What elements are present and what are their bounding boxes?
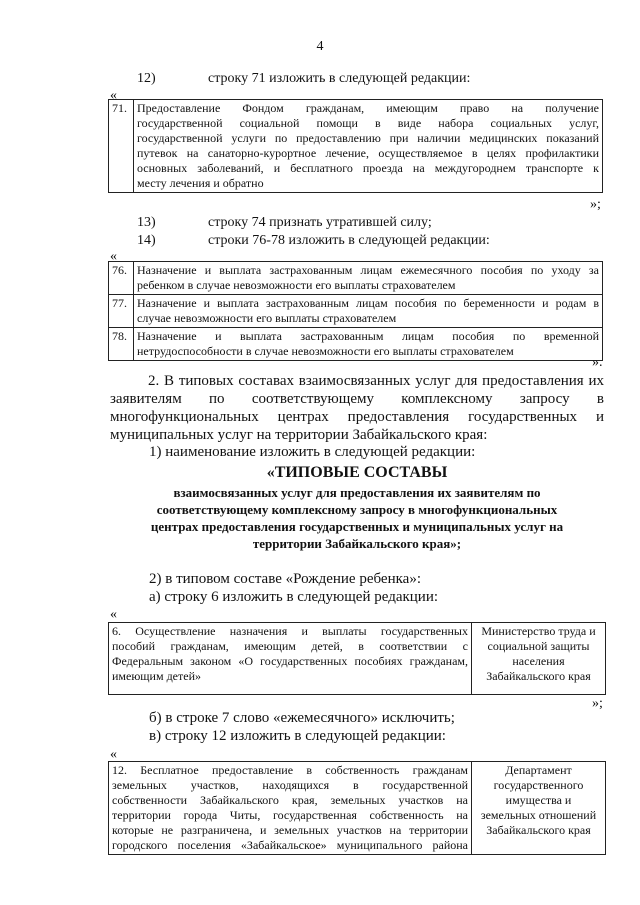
heading-line: соответствующему комплексному запросу в многофункциональных	[156, 502, 558, 517]
row-71-line: основных заболеваний, и бесплатного проезда на междугороднем транспорте к	[137, 161, 599, 175]
open-quote-76: «	[110, 249, 117, 264]
row-line: ребенком в случае невозможности его выплаты страхователем	[137, 278, 456, 292]
row-line: Назначение и выплата застрахованным лицам пособия по временной	[137, 329, 599, 343]
row-71-line: государственной услуги по предоставлению при наличии медицинских показаний	[137, 131, 599, 145]
authority-line: государственного	[493, 778, 584, 792]
row-number: 77.	[109, 295, 134, 328]
row-number: 76.	[109, 262, 134, 295]
table-rows-76-78	[108, 261, 603, 361]
heading-title: «ТИПОВЫЕ СОСТАВЫ	[266, 464, 448, 481]
row-line: нетрудоспособности в случае невозможности его выплаты страхователем	[137, 344, 514, 358]
sub-item-2b: б) в строке 7 слово «ежемесячного» исключить;	[149, 710, 455, 726]
row-line: случае невозможности его выплаты страхователем	[137, 311, 397, 325]
row-6-line: Федеральным законом «О государственных пособиях гражданам,	[112, 654, 468, 668]
table-row-12	[108, 761, 606, 855]
heading-line: центрах предоставления государственных и муниципальных услуг на	[150, 519, 564, 534]
row-12-service	[109, 762, 472, 855]
row-6-line: имеющим детей»	[112, 669, 201, 683]
row-12-line: городского поселения «Забайкальское» муниципального района	[112, 838, 468, 852]
row-71-line: Предоставление Фондом гражданам, имеющим право на получение	[137, 101, 599, 115]
close-quote-78: ».	[592, 355, 603, 370]
row-6-line: 6. Осуществление назначения и выплаты государственных	[112, 624, 468, 638]
open-quote-12: «	[110, 747, 117, 762]
row-6-line: пособий гражданам, имеющим детей, в соответствии с	[112, 639, 468, 653]
heading-line: взаимосвязанных услуг для предоставления их заявителям по	[173, 485, 541, 500]
open-quote-6: «	[110, 607, 117, 622]
close-quote-6: »;	[592, 696, 603, 711]
row-71-text	[134, 100, 603, 193]
item-12-text: строку 71 изложить в следующей редакции:	[208, 71, 471, 86]
row-text	[134, 295, 603, 328]
table-row-71	[108, 99, 603, 193]
heading-line: территории Забайкальского края»;	[252, 536, 462, 551]
authority-line: Министерство труда и	[481, 624, 596, 638]
item-12-number: 12)	[137, 71, 156, 86]
sub-item-2: 2) в типовом составе «Рождение ребенка»:	[149, 571, 421, 587]
authority-line: имущества и	[505, 793, 572, 807]
row-6-service	[109, 623, 472, 695]
row-12-line: собственности Забайкальского края, земельных участков на	[112, 793, 468, 807]
table-row-6	[108, 622, 606, 695]
item-13-text: строку 74 признать утратившей силу;	[208, 215, 432, 230]
row-6-authority	[472, 623, 606, 695]
row-71-line: месту лечения и обратно	[137, 176, 264, 190]
row-number: 78.	[109, 328, 134, 361]
authority-line: Забайкальского края	[486, 823, 591, 837]
table-row	[109, 262, 603, 295]
row-12-line: 12. Бесплатное предоставление в собственность гражданам	[112, 763, 468, 777]
sub-item-2v: в) строку 12 изложить в следующей редакции:	[149, 728, 446, 744]
item-14-text: строки 76-78 изложить в следующей редакции:	[208, 233, 490, 248]
item-14-number: 14)	[137, 233, 156, 248]
row-71-line: путевок на санаторно-курортное лечение, осуществляемое в целях профилактики	[137, 146, 599, 160]
row-71-number: 71.	[109, 100, 134, 193]
heading-subtitle	[110, 484, 604, 552]
close-quote-71: »;	[590, 197, 601, 212]
sub-item-2a: а) строку 6 изложить в следующей редакции:	[149, 589, 439, 605]
row-line: Назначение и выплата застрахованным лицам пособия по беременности и родам в	[137, 296, 599, 310]
paragraph-2-line: 2. В типовых составах взаимосвязанных услуг для предоставления их	[148, 373, 604, 389]
row-line: Назначение и выплата застрахованным лицам ежемесячного пособия по уходу за	[137, 263, 599, 277]
paragraph-2-line: муниципальных услуг на территории Забайкальского края:	[110, 427, 488, 443]
item-13-number: 13)	[137, 215, 156, 230]
paragraph-2-line: многофункциональных центрах предоставления государственных и	[110, 409, 604, 425]
row-12-line: территории города Читы, государственная собственность на	[112, 808, 468, 822]
paragraph-2-line: заявителям по соответствующему комплексному запросу в	[110, 391, 604, 407]
paragraph-2	[110, 372, 604, 444]
row-12-line: земельных участков, находящихся в государственной	[112, 778, 468, 792]
row-12-authority	[472, 762, 606, 855]
authority-line: населения	[512, 654, 565, 668]
row-12-line: которые не разграничена, и земельных участков на территории	[112, 823, 468, 837]
row-text	[134, 262, 603, 295]
row-text	[134, 328, 603, 361]
authority-line: Департамент	[505, 763, 572, 777]
sub-item-1: 1) наименование изложить в следующей редакции:	[149, 444, 476, 460]
page-number: 4	[316, 39, 324, 54]
table-row	[109, 295, 603, 328]
authority-line: земельных отношений	[480, 808, 597, 822]
open-quote-71: «	[110, 88, 117, 103]
table-row	[109, 328, 603, 361]
authority-line: социальной защиты	[487, 639, 590, 653]
row-71-line: государственной социальной помощи в виде набора социальных услуг,	[137, 116, 599, 130]
authority-line: Забайкальского края	[486, 669, 591, 683]
